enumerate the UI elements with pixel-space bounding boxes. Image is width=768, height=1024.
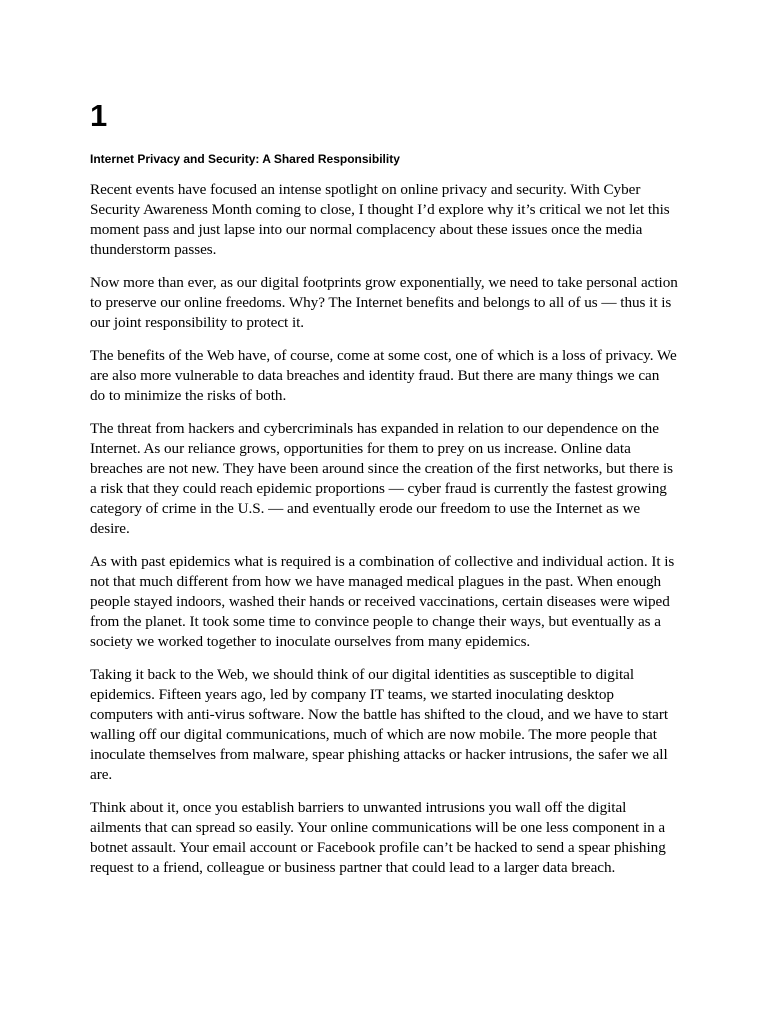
document-body: [90, 180, 678, 891]
paragraph: The benefits of the Web have, of course, come at some cost, one of which is a loss of privacy. We are also more vulnerable to data breaches and identity fraud. But there are many things we can do to minimize the risks of both.: [90, 347, 677, 404]
paragraph: The threat from hackers and cybercriminals has expanded in relation to our dependence on the Internet. As our reliance grows, opportunities for them to prey on us increase. Online data breaches are not new. They have been around since the creation of the first networks, but there is a risk that they could reach epidemic proportions — cyber fraud is currently the fastest growing category of crime in the U.S. — and eventually erode our freedom to use the Internet as we desire.: [90, 420, 673, 537]
paragraph: Now more than ever, as our digital footprints grow exponentially, we need to take personal action to preserve our online freedoms. Why? The Internet benefits and belongs to all of us — thus it is our joint responsibility to protect it.: [90, 274, 678, 331]
page-number: 1: [90, 98, 108, 133]
document-title: Internet Privacy and Security: A Shared Responsibility: [90, 152, 400, 166]
paragraph: Think about it, once you establish barriers to unwanted intrusions you wall off the digital ailments that can spread so easily. Your online communications will be one less component in a botnet assault. Your email account or Facebook profile can’t be hacked to send a spear phishing request to a friend, colleague or business partner that could lead to a larger data breach.: [90, 799, 666, 876]
paragraph: As with past epidemics what is required is a combination of collective and individual action. It is not that much different from how we have managed medical plagues in the past. When enough people stayed indoors, washed their hands or received vaccinations, certain diseases were wiped from the planet. It took some time to convince people to change their ways, but eventually as a society we worked together to inoculate ourselves from many epidemics.: [90, 553, 675, 650]
paragraph: Recent events have focused an intense spotlight on online privacy and security. With Cyber Security Awareness Month coming to close, I thought I’d explore why it’s critical we not let this moment pass and just lapse into our normal complacency about these issues once the media thunderstorm passes.: [90, 181, 670, 258]
paragraph: Taking it back to the Web, we should think of our digital identities as susceptible to digital epidemics. Fifteen years ago, led by company IT teams, we started inoculating desktop computers with anti-virus software. Now the battle has shifted to the cloud, and we have to start walling off our digital communications, much of which are now mobile. The more people that inoculate themselves from malware, spear phishing attacks or hacker intrusions, the safer we all are.: [90, 666, 669, 783]
